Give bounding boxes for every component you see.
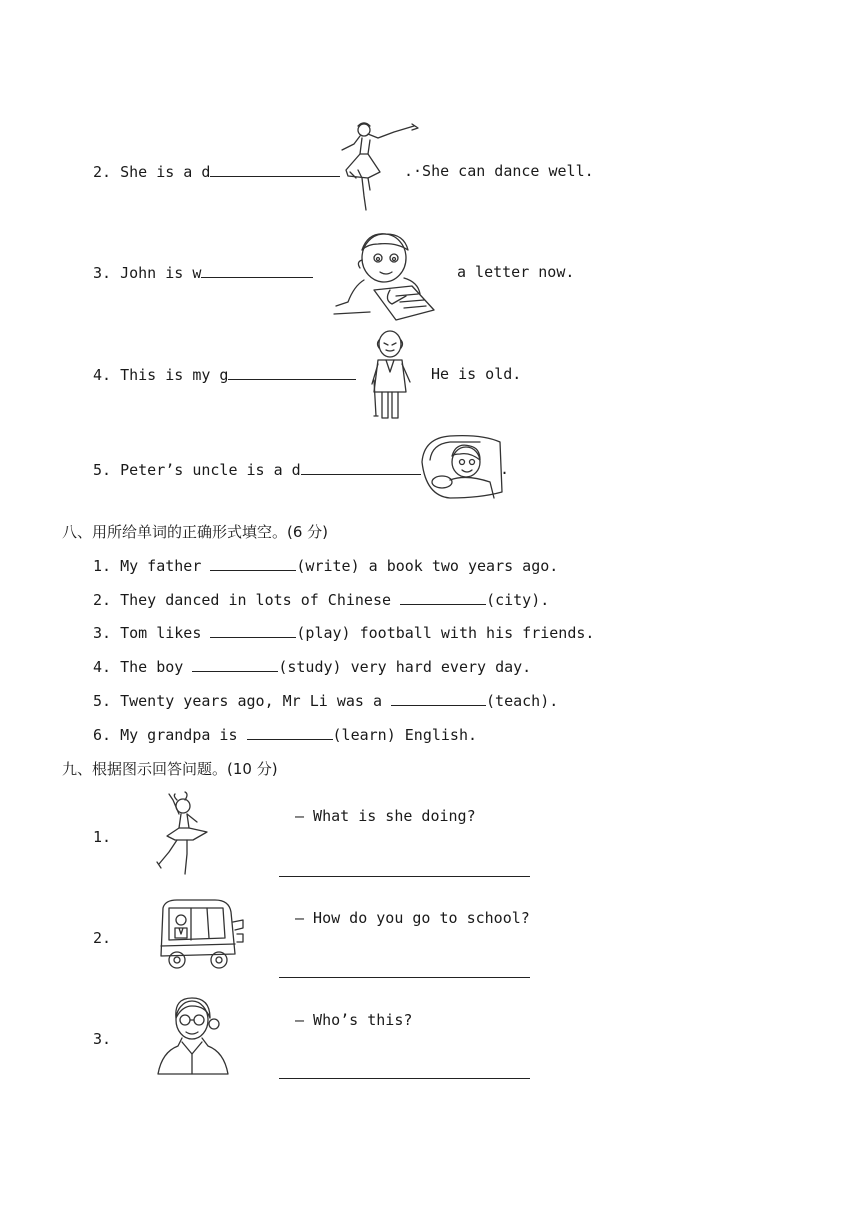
s7-item-5-after: . xyxy=(500,460,510,478)
s8-item-6 xyxy=(93,725,477,744)
s9-item-2-number: 2. xyxy=(93,929,112,947)
given-word: (city). xyxy=(486,591,550,609)
answer-blank[interactable] xyxy=(192,657,278,672)
item-text-before: John is w xyxy=(120,264,202,282)
item-text-after: a book two years ago. xyxy=(359,557,559,575)
s7-item-4 xyxy=(93,365,356,384)
answer-blank[interactable] xyxy=(301,460,421,475)
given-word: (write) xyxy=(296,557,360,575)
s8-item-3 xyxy=(93,623,594,642)
s8-item-2 xyxy=(93,590,549,609)
item-text-after: football with his friends. xyxy=(350,624,595,642)
item-number: 4. xyxy=(93,658,112,676)
item-number: 5. xyxy=(93,461,112,479)
item-text-before: Tom likes xyxy=(120,624,211,642)
section8-title: 八、用所给单词的正确形式填空。(6 分) xyxy=(62,523,329,541)
answer-line[interactable] xyxy=(279,876,530,877)
s7-item-5 xyxy=(93,460,421,479)
item-text-before: My father xyxy=(120,557,211,575)
s8-item-5 xyxy=(93,691,558,710)
answer-blank[interactable] xyxy=(210,623,296,638)
answer-blank[interactable] xyxy=(391,691,486,706)
s9-item-3-number: 3. xyxy=(93,1030,112,1048)
answer-blank[interactable] xyxy=(400,590,486,605)
item-text-before: This is my g xyxy=(120,366,229,384)
s9-item-3-question: — Who’s this? xyxy=(295,1011,413,1029)
item-number: 6. xyxy=(93,726,112,744)
answer-line[interactable] xyxy=(279,1078,530,1079)
item-number: 1. xyxy=(93,557,112,575)
s9-item-2-question: — How do you go to school? xyxy=(295,909,530,927)
driver-icon xyxy=(420,432,504,500)
given-word: (learn) xyxy=(332,726,396,744)
s7-item-2 xyxy=(93,162,340,181)
answer-blank[interactable] xyxy=(210,556,296,571)
item-number: 2. xyxy=(93,591,112,609)
s8-item-1 xyxy=(93,556,558,575)
item-text-before: She is a d xyxy=(120,163,211,181)
item-number: 3. xyxy=(93,264,112,282)
s7-item-3 xyxy=(93,263,313,282)
item-text-before: Twenty years ago, Mr Li was a xyxy=(120,692,392,710)
boy-writing-icon xyxy=(334,228,440,324)
item-number: 2. xyxy=(93,163,112,181)
s9-item-1-number: 1. xyxy=(93,828,112,846)
given-word: (study) xyxy=(278,658,342,676)
item-text-before: Peter’s uncle is a d xyxy=(120,461,301,479)
grandpa-icon xyxy=(364,330,416,420)
answer-line[interactable] xyxy=(279,977,530,978)
s9-item-1-question: — What is she doing? xyxy=(295,807,476,825)
answer-blank[interactable] xyxy=(201,263,313,278)
item-text-before: My grandpa is xyxy=(120,726,247,744)
item-number: 3. xyxy=(93,624,112,642)
s8-item-4 xyxy=(93,657,531,676)
s7-item-3-after: a letter now. xyxy=(457,263,575,281)
dancing-girl-icon xyxy=(155,792,211,876)
item-number: 5. xyxy=(93,692,112,710)
item-text-before: They danced in lots of Chinese xyxy=(120,591,401,609)
item-text-after: English. xyxy=(395,726,478,744)
answer-blank[interactable] xyxy=(210,162,340,177)
grandma-icon xyxy=(156,994,230,1080)
given-word: (teach). xyxy=(486,692,559,710)
answer-blank[interactable] xyxy=(228,365,356,380)
item-number: 4. xyxy=(93,366,112,384)
given-word: (play) xyxy=(296,624,351,642)
item-text-after: very hard every day. xyxy=(341,658,532,676)
section9-title: 九、根据图示回答问题。(10 分) xyxy=(62,760,278,778)
s7-item-4-after: He is old. xyxy=(431,365,522,383)
bus-icon xyxy=(157,898,245,970)
answer-blank[interactable] xyxy=(247,725,333,740)
item-text-before: The boy xyxy=(120,658,193,676)
s7-item-2-after: .·She can dance well. xyxy=(404,162,594,180)
